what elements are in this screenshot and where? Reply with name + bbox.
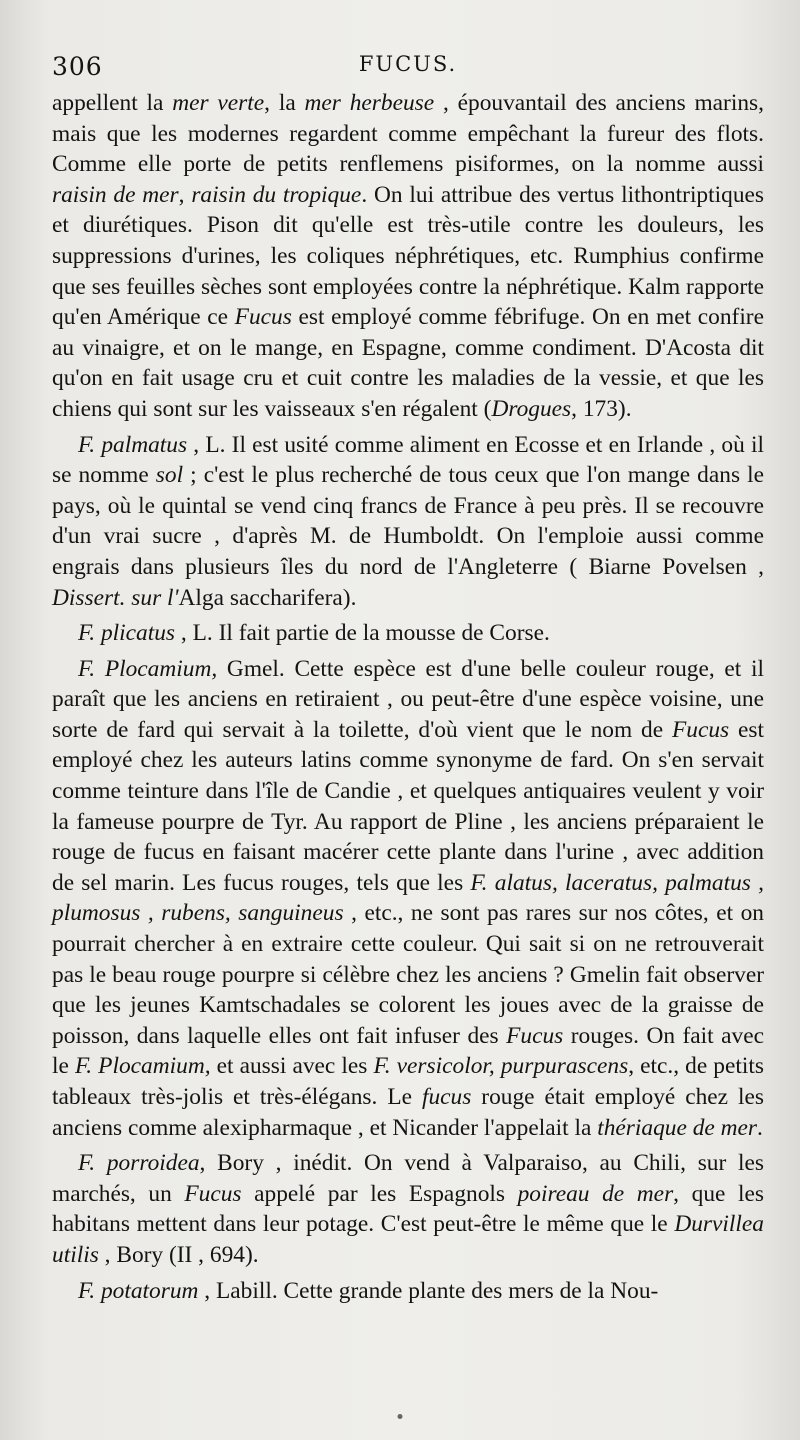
- italic-text: Fucus: [671, 716, 730, 743]
- italic-text: F. alatus, laceratus, palmatus , plumosus , rubens, sanguineus: [52, 869, 764, 927]
- text-run: appellent la: [52, 90, 173, 116]
- italic-text: F. plicatus: [78, 620, 176, 647]
- italic-text: thériaque de mer: [597, 1114, 757, 1141]
- text-run: , Bory (II , 694).: [98, 1241, 259, 1268]
- italic-text: mer herbeuse: [304, 90, 435, 116]
- text-run: , Labill. Cette grande plante des mers de la Nou-: [198, 1277, 659, 1304]
- text-run: ,: [178, 181, 192, 208]
- paragraph: [52, 88, 764, 425]
- text-run: appelé par les Espagnols: [241, 1180, 518, 1207]
- italic-text: fucus: [421, 1084, 472, 1110]
- text-run: , épouvantail des anciens marins, mais que les modernes regardent comme empêchant la fureur des flots. Comme elle porte de petits renflemens pisiformes, on la nomme aussi: [52, 90, 764, 178]
- paragraph: [52, 1148, 764, 1270]
- text-run: est employé chez les auteurs latins comme synonyme de fard. On s'en servait comme teinture dans l'île de Candie , et quelques antiquaires veulent y voir la fameuse pourpre de Tyr. Au rapport de Pline , les anciens préparaient le rouge de fucus en faisant macérer cette plante dans l'urine , avec addition de sel marin. Les fucus rouges, tels que les: [52, 716, 764, 896]
- text-run: rouge était employé chez les anciens comme alexipharmaque , et Nicander l'appelait la: [52, 1084, 765, 1141]
- text-run: , 173).: [571, 395, 632, 422]
- paragraph: [52, 654, 764, 1144]
- text-run: , L. Il est usité comme aliment en Ecosse et en Irlande , où il se nomme: [52, 431, 764, 489]
- italic-text: F. potatorum: [78, 1277, 199, 1304]
- italic-text: Fucus: [506, 1022, 564, 1049]
- italic-text: F. palmatus: [78, 431, 188, 458]
- paragraph: [52, 618, 764, 649]
- italic-text: sol: [155, 462, 184, 489]
- text-run: , que les habitans mettent dans leur potage. C'est peut-être le même que le: [52, 1180, 764, 1238]
- italic-text: Drogues: [491, 395, 572, 422]
- text-run: . On lui attribue des vertus lithontriptiques et diurétiques. Pison dit qu'elle est très-utile contre les douleurs, les suppressions d'urines, les coliques néphrétiques, etc. Rumphius confirme que ses feuilles sèches sont employées contre la néphrétique. Kalm rapporte qu'en Amérique ce: [52, 181, 765, 331]
- italic-text: mer verte: [172, 90, 265, 116]
- italic-text: raisin de mer: [52, 181, 179, 208]
- text-run: Gmel. Cette espèce est d'une belle couleur rouge, et il paraît que les anciens en retiraient , ou peut-être d'une espèce voisine, une sorte de fard qui servait à la toilette, d'où vient que le nom de: [52, 655, 764, 743]
- text-run: , L. Il fait partie de la mousse de Corse.: [175, 620, 550, 647]
- italic-text: raisin du tropique: [191, 181, 362, 208]
- text-run: , etc., ne sont pas rares sur nos côtes, et on pourrait chercher à en extraire cette couleur. Qui sait si on ne retrouverait pas le beau rouge pourpre si célèbre chez les anciens ? Gmelin fait observer que les jeunes Kamtschadales se colorent les joues avec de la graisse de poisson, dans laquelle elles ont fait infuser des: [52, 900, 764, 1049]
- text-run: est employé comme fébrifuge. On en met confire au vinaigre, et on le mange, en Espagne, comme condiment. D'Acosta dit qu'on en fait usage cru et cuit contre les maladies de la vessie, et que les chiens qui sont sur les vaisseaux s'en régalent (: [52, 304, 764, 422]
- italic-text: Durvillea utilis: [52, 1211, 764, 1268]
- italic-text: poireau de mer: [517, 1180, 674, 1207]
- italic-text: F. porroidea: [78, 1150, 200, 1177]
- italic-text: Dissert. sur l': [52, 584, 179, 611]
- body-text: [52, 88, 764, 1306]
- italic-text: Fucus: [234, 304, 292, 331]
- text-run: ; c'est le plus recherché de tous ceux que l'on mange dans le pays, où le quintal se vend cinq francs de France à peu près. Il se recouvre d'un vrai sucre , d'après M. de Humboldt. On l'emploie aussi comme engrais dans plusieurs îles du nord de l'Angleterre ( Biarne Povelsen ,: [52, 462, 764, 580]
- text-run: , Bory , inédit. On vend à Valparaiso, au Chili, sur les marchés, un: [52, 1150, 764, 1207]
- running-head: [52, 0, 764, 81]
- italic-text: F. Plocamium,: [74, 1053, 211, 1080]
- italic-text: F. versicolor, purpurascens: [373, 1053, 629, 1080]
- paragraph: [52, 430, 764, 614]
- italic-text: Fucus: [184, 1180, 242, 1207]
- text-run: , la: [264, 90, 305, 116]
- italic-text: F. Plocamium,: [78, 655, 218, 682]
- running-title: FUCUS.: [358, 52, 458, 76]
- text-run: Alga saccharifera).: [178, 584, 357, 611]
- paragraph: [52, 1276, 764, 1307]
- text-run: .: [757, 1114, 763, 1141]
- text-run: , etc., de petits tableaux très-jolis et très-élégans. Le: [52, 1053, 764, 1110]
- text-run: rouges. On fait avec le: [52, 1022, 764, 1080]
- text-run: et aussi avec les: [210, 1053, 374, 1080]
- page-foot-mark: [398, 1414, 403, 1419]
- page-number: 306: [52, 52, 103, 81]
